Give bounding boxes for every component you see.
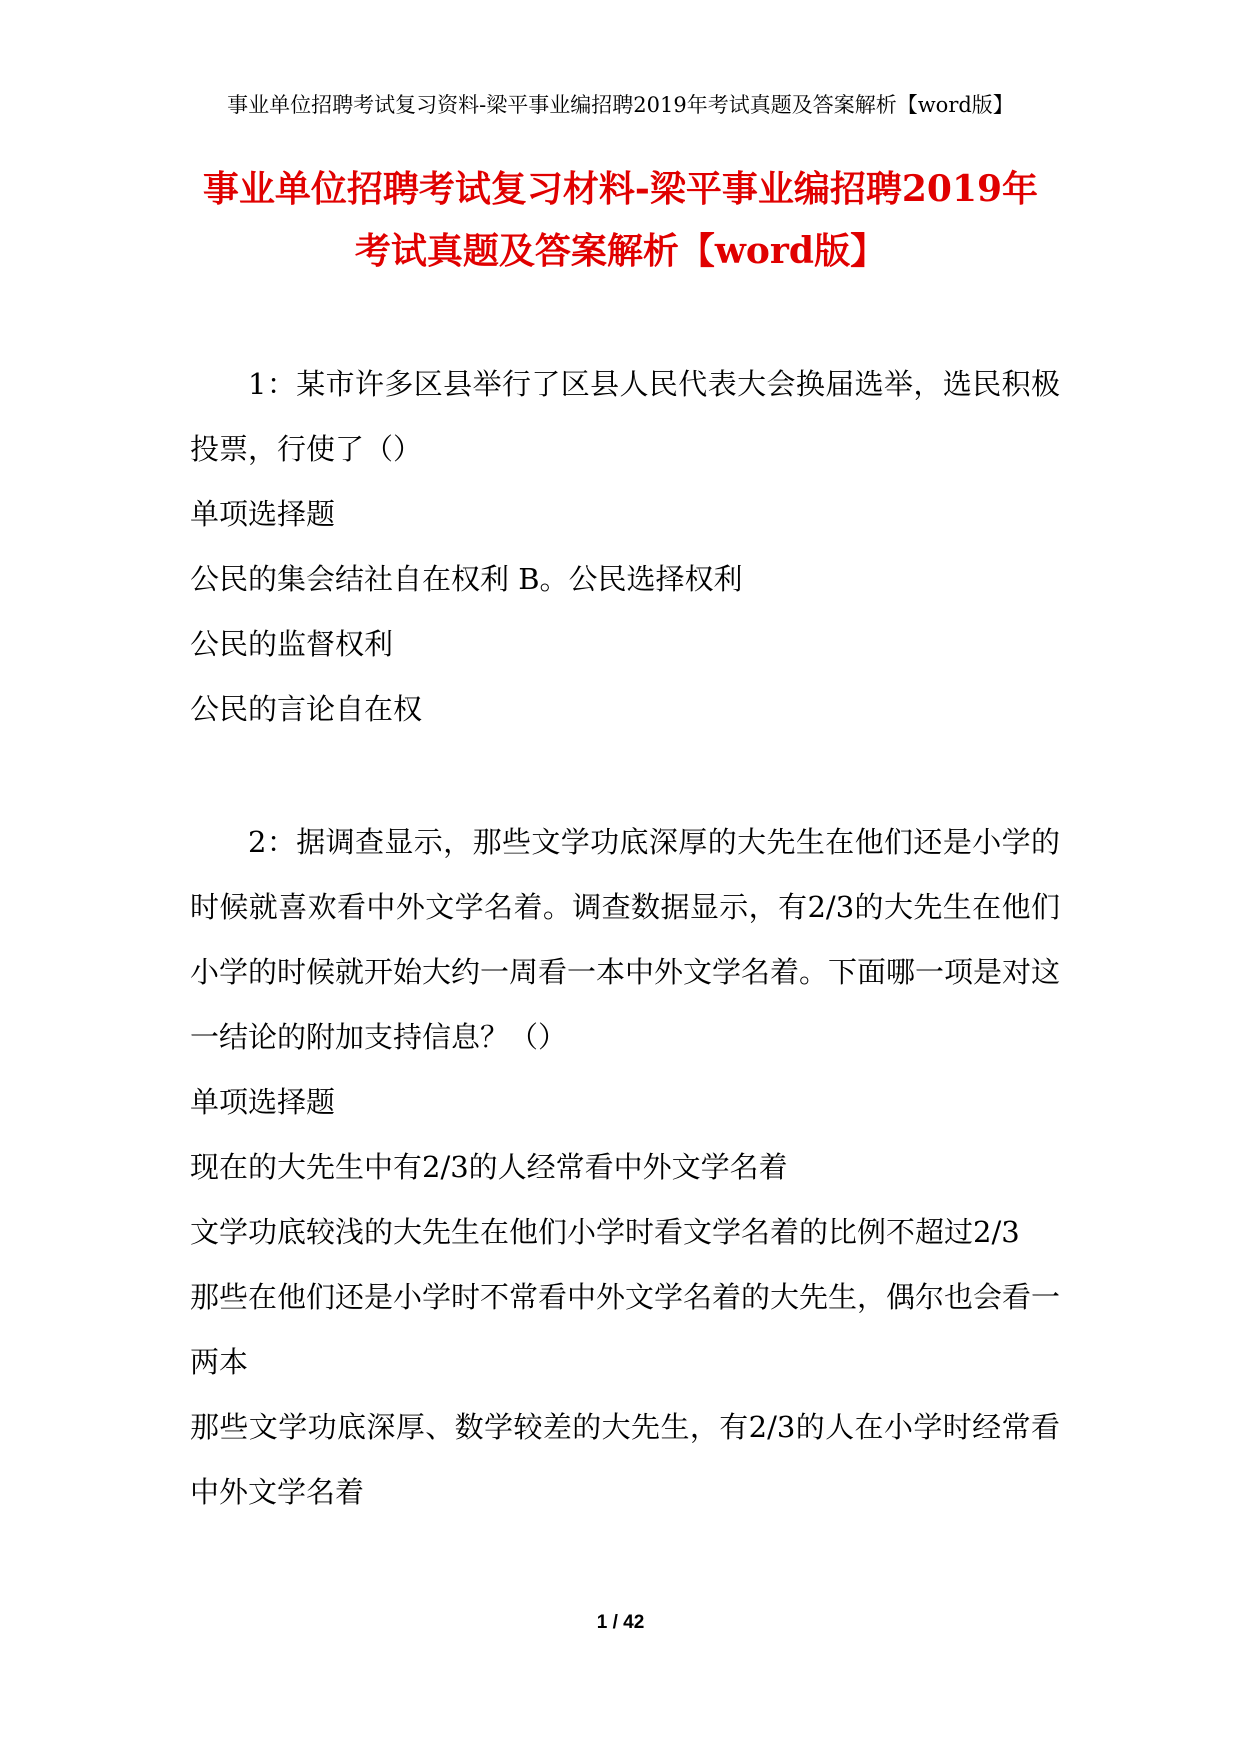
page-number: 1 / 42	[596, 1612, 645, 1633]
question-2	[190, 810, 1060, 1525]
question-2-option-4: 那些文学功底深厚、数学较差的大先生，有2/3的人在小学时经常看中外文学名着	[190, 1410, 1060, 1509]
question-2-option-3: 那些在他们还是小学时不常看中外文学名着的大先生，偶尔也会看一两本	[190, 1280, 1061, 1379]
question-1-stem: 1：某市许多区县举行了区县人民代表大会换届选举，选民积极投票，行使了（）	[190, 367, 1060, 466]
document-title-line-2: 考试真题及答案解析【word版】	[354, 230, 887, 272]
question-2-option-1: 现在的大先生中有2/3的人经常看中外文学名着	[190, 1150, 788, 1184]
question-1-option-1: 公民的集会结社自在权利 B。公民选择权利	[190, 562, 743, 596]
document-title	[150, 158, 1091, 282]
running-header: 事业单位招聘考试复习资料-梁平事业编招聘2019年考试真题及答案解析【word版】	[227, 93, 1014, 117]
question-1-option-2: 公民的监督权利	[190, 627, 394, 661]
question-1-type: 单项选择题	[190, 497, 336, 531]
question-1-option-3: 公民的言论自在权	[190, 692, 423, 726]
question-1	[190, 352, 1060, 742]
question-2-stem: 2：据调查显示，那些文学功底深厚的大先生在他们还是小学的时候就喜欢看中外文学名着。调查数据显示，有2/3的大先生在他们小学的时候就开始大约一周看一本中外文学名着。下面哪一项是对这一结论的附加支持信息？（）	[190, 825, 1061, 1054]
question-2-type: 单项选择题	[190, 1085, 336, 1119]
question-2-option-2: 文学功底较浅的大先生在他们小学时看文学名着的比例不超过2/3	[190, 1215, 1020, 1249]
document-title-line-1: 事业单位招聘考试复习材料-梁平事业编招聘2019年	[202, 168, 1039, 210]
